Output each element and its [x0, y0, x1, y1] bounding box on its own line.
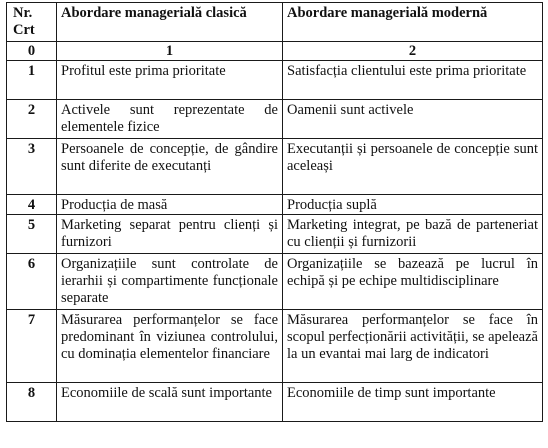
classic-cell: Organizațiile sunt controlate de ierarhii și compartimente funcționale separate: [57, 254, 283, 310]
column-index-0: 0: [7, 42, 57, 61]
table-header-row: [7, 3, 543, 42]
row-number: 8: [7, 383, 57, 422]
column-index-1: 1: [57, 42, 283, 61]
row-number: 5: [7, 215, 57, 254]
classic-cell: Profitul este prima prioritate: [57, 61, 283, 100]
table-row: [7, 254, 543, 310]
row-number: 2: [7, 100, 57, 139]
classic-cell: Marketing separat pentru clienți și furnizori: [57, 215, 283, 254]
column-index-2: 2: [283, 42, 543, 61]
table-row: [7, 310, 543, 383]
classic-cell: Activele sunt reprezentate de elementele fizice: [57, 100, 283, 139]
table-row: [7, 195, 543, 215]
row-number: 1: [7, 61, 57, 100]
row-number: 3: [7, 139, 57, 195]
row-number: 7: [7, 310, 57, 383]
column-index-row: [7, 42, 543, 61]
modern-cell: Marketing integrat, pe bază de parteneriat cu clienții și furnizorii: [283, 215, 543, 254]
modern-cell: Satisfacția clientului este prima prioritate: [283, 61, 543, 100]
classic-cell: Măsurarea performanțelor se face predominant în viziunea controlului, cu dominația elementelor financiare: [57, 310, 283, 383]
row-number: 4: [7, 195, 57, 215]
modern-cell: Economiile de timp sunt importante: [283, 383, 543, 422]
row-number: 6: [7, 254, 57, 310]
header-nr-crt: Nr. Crt: [7, 3, 57, 42]
table-row: [7, 215, 543, 254]
classic-cell: Economiile de scală sunt importante: [57, 383, 283, 422]
modern-cell: Oamenii sunt activele: [283, 100, 543, 139]
table-row: [7, 139, 543, 195]
modern-cell: Măsurarea performanțelor se face în scopul perfecționării activității, se apelează la un evantai mai larg de indicatori: [283, 310, 543, 383]
management-comparison-table: [6, 2, 543, 422]
modern-cell: Executanții și persoanele de concepție sunt aceleași: [283, 139, 543, 195]
modern-cell: Organizațiile se bazează pe lucrul în echipă și pe echipe multidisciplinare: [283, 254, 543, 310]
table-row: [7, 100, 543, 139]
table-row: [7, 61, 543, 100]
classic-cell: Producția de masă: [57, 195, 283, 215]
table-row: [7, 383, 543, 422]
header-classic-approach: Abordare managerială clasică: [57, 3, 283, 42]
classic-cell: Persoanele de concepție, de gândire sunt diferite de executanți: [57, 139, 283, 195]
header-modern-approach: Abordare managerială modernă: [283, 3, 543, 42]
comparison-table-container: [6, 2, 542, 422]
modern-cell: Producția suplă: [283, 195, 543, 215]
